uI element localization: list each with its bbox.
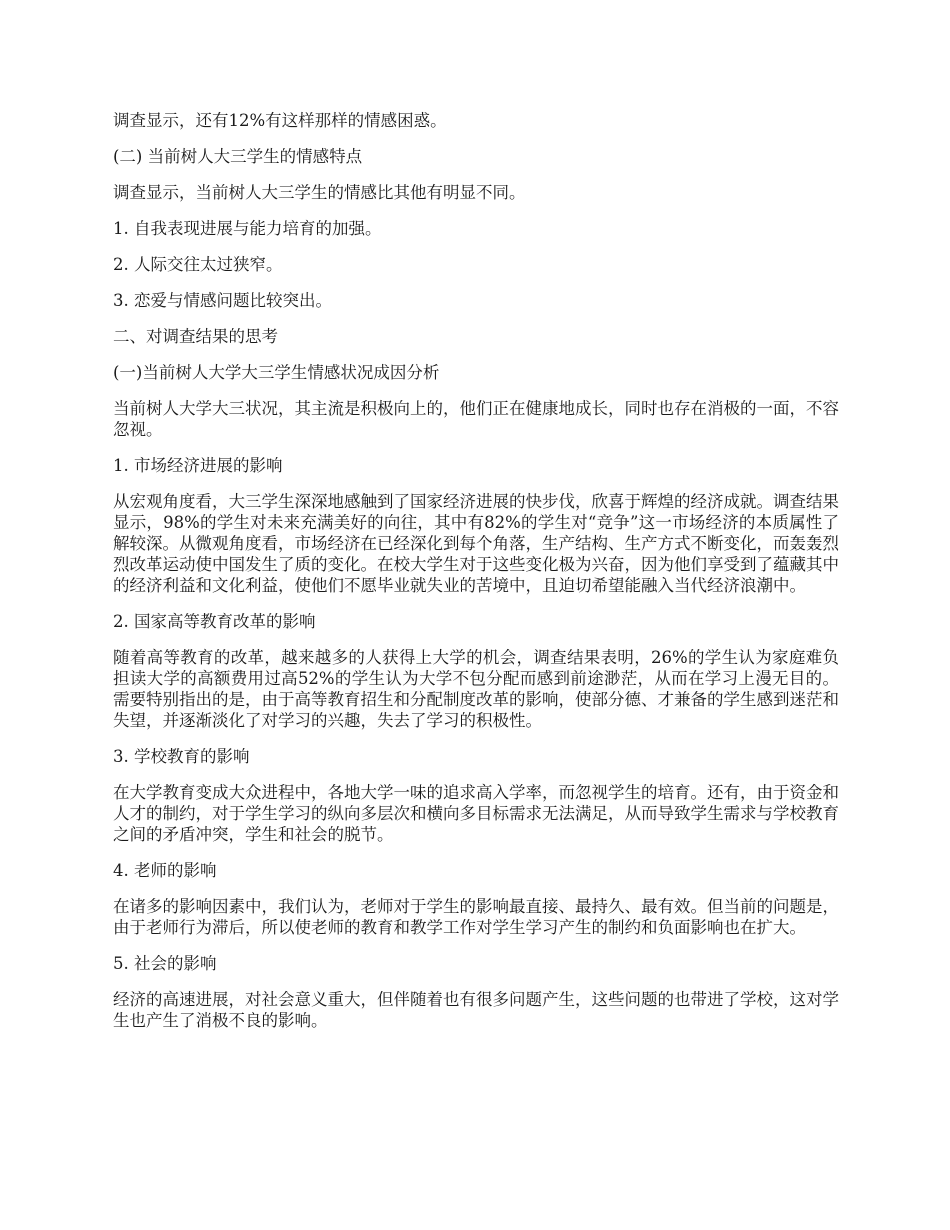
paragraph-traits-intro: 调查显示，当前树人大三学生的情感比其他有明显不同。 — [113, 183, 526, 202]
paragraph-education-reform: 随着高等教育的改革，越来越多的人获得上大学的机会，调查结果表明，26%的学生认为家庭难负担读大学的高额费用过高52%的学生认为大学不包分配而感到前途渺茫，从而在学习上漫无目的。需要特别指出的是，由于高等教育招生和分配制度改革的影响，使部分德、才兼备的学生感到迷茫和失望，并逐渐淡化了对学习的兴趣，失去了学习的积极性。 — [113, 648, 839, 730]
heading-society-influence: 5. 社会的影响 — [113, 954, 217, 973]
heading-teacher-influence: 4. 老师的影响 — [113, 861, 217, 880]
paragraph-emotional-confusion: 调查显示，还有12%有这样那样的情感困惑。 — [113, 111, 447, 130]
paragraph-society-influence: 经济的高速进展，对社会意义重大，但伴随着也有很多问题产生，这些问题的也带进了学校，这对学生也产生了消极不良的影响。 — [113, 990, 839, 1030]
heading-market-economy: 1. 市场经济进展的影响 — [113, 456, 283, 475]
section-heading-emotional-traits: (二) 当前树人大三学生的情感特点 — [113, 147, 363, 166]
heading-education-reform: 2. 国家高等教育改革的影响 — [113, 612, 316, 631]
paragraph-overview: 当前树人大学大三状况，其主流是积极向上的，他们正在健康地成长，同时也存在消极的一面，不容忽视。 — [113, 399, 839, 439]
paragraph-market-economy: 从宏观角度看，大三学生深深地感触到了国家经济进展的快步伐，欣喜于辉煌的经济成就。调查结果显示，98%的学生对未来充满美好的向往，其中有82%的学生对“竞争”这一市场经济的本质属性了解较深。从微观角度看，市场经济在已经深化到每个角落，生产结构、生产方式不断变化，而轰轰烈烈改革运动使中国发生了质的变化。在校大学生对于这些变化极为兴奋，因为他们享受到了蕴藏其中的经济利益和文化利益，使他们不愿毕业就失业的苦境中，且迫切希望能融入当代经济浪潮中。 — [113, 492, 839, 595]
document-page — [113, 110, 839, 1046]
subsection-heading-cause-analysis: (一)当前树人大学大三学生情感状况成因分析 — [113, 363, 440, 382]
list-item-self-expression: 1. 自我表现进展与能力培育的加强。 — [113, 219, 382, 238]
paragraph-school-education: 在大学教育变成大众进程中，各地大学一味的追求高入学率，而忽视学生的培育。还有，由于资金和人才的制约，对于学生学习的纵向多层次和横向多目标需求无法满足，从而导致学生需求与学校教育之间的矛盾冲突，学生和社会的脱节。 — [113, 783, 839, 844]
list-item-romance: 3. 恋爱与情感问题比较突出。 — [113, 291, 332, 310]
list-item-interpersonal: 2. 人际交往太过狭窄。 — [113, 255, 283, 274]
heading-school-education: 3. 学校教育的影响 — [113, 747, 250, 766]
section-heading-reflection: 二、对调查结果的思考 — [113, 327, 278, 346]
paragraph-teacher-influence: 在诸多的影响因素中，我们认为，老师对于学生的影响最直接、最持久、最有效。但当前的问题是，由于老师行为滞后，所以使老师的教育和教学工作对学生学习产生的制约和负面影响也在扩大。 — [113, 897, 839, 937]
